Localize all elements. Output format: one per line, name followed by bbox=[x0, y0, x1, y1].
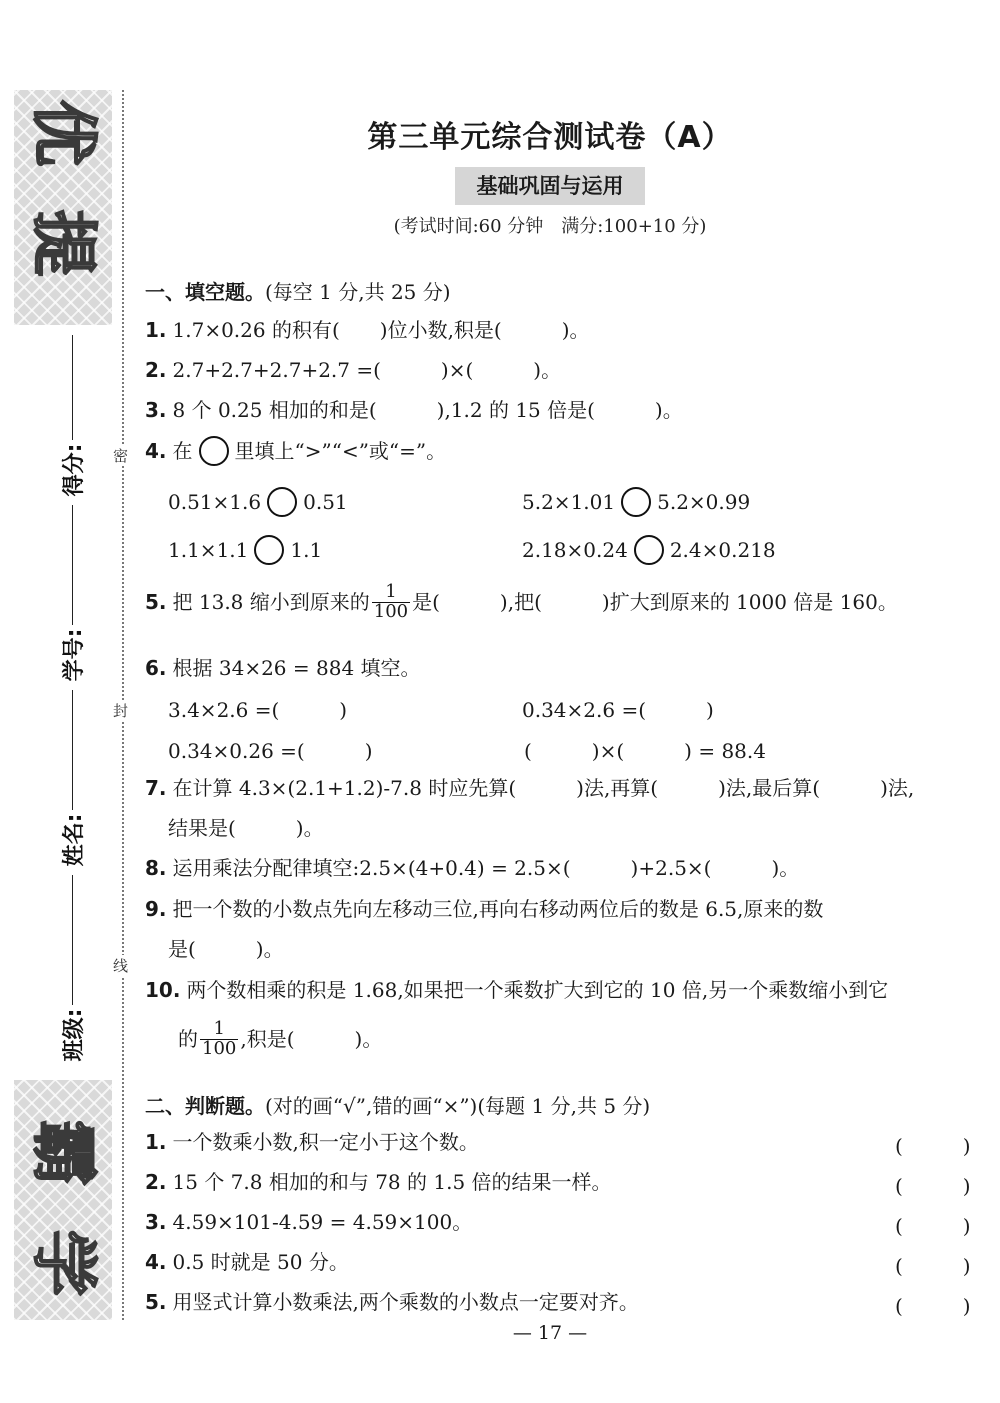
judge-answer-2[interactable]: ( ) bbox=[895, 1174, 971, 1198]
question-1: 1. 1.7×0.26 的积有( )位小数,积是( )。 bbox=[145, 318, 590, 342]
compare-item-1: 0.51×1.6 0.51 bbox=[168, 487, 348, 517]
compare-circle-4[interactable] bbox=[634, 535, 664, 565]
question-10-line2: 的 $\frac{1}{100}$ ,积是( )。 bbox=[178, 1018, 383, 1059]
question-3: 3. 8 个 0.25 相加的和是( ),1.2 的 15 倍是( )。 bbox=[145, 398, 683, 422]
q6-item-2: 0.34×2.6 =( ) bbox=[522, 698, 714, 722]
page-title: 第三单元综合测试卷（A） bbox=[367, 120, 733, 155]
compare-circle-2[interactable] bbox=[621, 487, 651, 517]
question-10: 10. 两个数相乘的积是 1.68,如果把一个乘数扩大到它的 10 倍,另一个乘数缩小到它 bbox=[145, 978, 889, 1002]
section-fill-blank-heading: 一、填空题。(每空 1 分,共 25 分) bbox=[145, 280, 451, 304]
decorative-pattern-bottom bbox=[14, 1080, 112, 1320]
seal-char-xian: 线 bbox=[113, 957, 129, 975]
question-8: 8. 运用乘法分配律填空:2.5×(4+0.4) = 2.5×( )+2.5×( )。 bbox=[145, 856, 800, 880]
question-7: 7. 在计算 4.3×(2.1+1.2)-7.8 时应先算( )法,再算( )法,最后算( )法, bbox=[145, 776, 915, 800]
strip-char-you: 提 bbox=[25, 210, 102, 276]
question-7-line2: 结果是( )。 bbox=[168, 816, 324, 840]
q6-item-1: 3.4×2.6 =( ) bbox=[168, 698, 348, 722]
q6-item-3: 0.34×0.26 =( ) bbox=[168, 739, 373, 763]
strip-char-ba: 霸 bbox=[25, 1120, 102, 1186]
compare-item-2: 5.2×1.01 5.2×0.99 bbox=[522, 487, 750, 517]
compare-item-4: 2.18×0.24 2.4×0.218 bbox=[522, 535, 776, 565]
field-label-student-id: 学号: bbox=[61, 628, 87, 682]
strip-char-ti: 优 bbox=[25, 100, 102, 166]
q6-item-4: ( )×( ) = 88.4 bbox=[524, 739, 766, 763]
student-id-line[interactable] bbox=[72, 505, 73, 625]
compare-item-3: 1.1×1.1 1.1 bbox=[168, 535, 322, 565]
name-line[interactable] bbox=[72, 690, 73, 810]
field-label-name: 姓名: bbox=[61, 813, 87, 867]
score-line bbox=[72, 335, 73, 440]
strip-char-xue: 学 bbox=[25, 1230, 102, 1296]
judge-item-4: 4. 0.5 时就是 50 分。 bbox=[145, 1250, 349, 1274]
judge-item-5: 5. 用竖式计算小数乘法,两个乘数的小数点一定要对齐。 bbox=[145, 1290, 639, 1314]
judge-item-1: 1. 一个数乘小数,积一定小于这个数。 bbox=[145, 1130, 479, 1154]
subtitle-badge: 基础巩固与运用 bbox=[455, 167, 645, 205]
judge-answer-3[interactable]: ( ) bbox=[895, 1214, 971, 1238]
question-9-line2: 是( )。 bbox=[168, 937, 284, 961]
seal-char-feng: 封 bbox=[113, 702, 129, 720]
judge-answer-5[interactable]: ( ) bbox=[895, 1294, 971, 1318]
page-number: — 17 — bbox=[512, 1322, 588, 1344]
class-line[interactable] bbox=[72, 875, 73, 1005]
judge-answer-4[interactable]: ( ) bbox=[895, 1254, 971, 1278]
question-4: 4. 在 里填上“>”“<”或“=”。 bbox=[145, 436, 446, 466]
compare-circle-3[interactable] bbox=[254, 535, 284, 565]
field-label-class: 班级: bbox=[61, 1008, 87, 1062]
question-9: 9. 把一个数的小数点先向左移动三位,再向右移动两位后的数是 6.5,原来的数 bbox=[145, 897, 824, 921]
compare-circle-1[interactable] bbox=[267, 487, 297, 517]
fraction-1-100: $\frac{1}{100}$ bbox=[202, 1018, 237, 1059]
fraction-1-100: $\frac{1}{100}$ bbox=[373, 581, 409, 622]
seal-char-mi: 密 bbox=[113, 447, 129, 465]
question-5: 5. 把 13.8 缩小到原来的 $\frac{1}{100}$ 是( ),把( )扩大到原来的 1000 倍是 160。 bbox=[145, 581, 898, 622]
judge-answer-1[interactable]: ( ) bbox=[895, 1134, 971, 1158]
judge-item-3: 3. 4.59×101-4.59 = 4.59×100。 bbox=[145, 1210, 473, 1234]
section-true-false-heading: 二、判断题。(对的画“√”,错的画“×”)(每题 1 分,共 5 分) bbox=[145, 1094, 651, 1118]
field-label-score: 得分: bbox=[61, 443, 87, 497]
judge-item-2: 2. 15 个 7.8 相加的和与 78 的 1.5 倍的结果一样。 bbox=[145, 1170, 612, 1194]
exam-meta: (考试时间:60 分钟 满分:100+10 分) bbox=[393, 216, 707, 237]
question-2: 2. 2.7+2.7+2.7+2.7 =( )×( )。 bbox=[145, 358, 562, 382]
circle-icon bbox=[199, 436, 229, 466]
question-6: 6. 根据 34×26 = 884 填空。 bbox=[145, 656, 421, 680]
